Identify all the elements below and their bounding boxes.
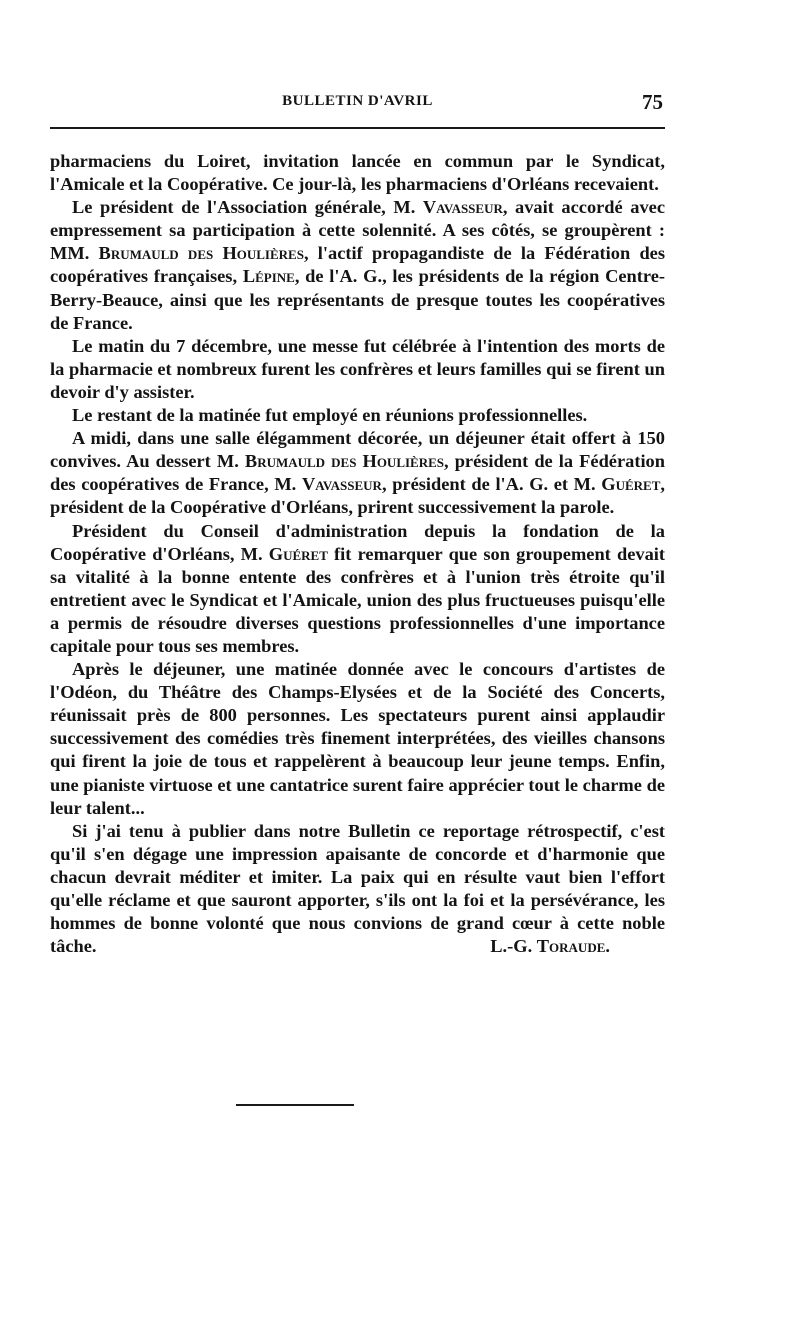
signature-name: Toraude [536,936,606,957]
person-name: Guéret [601,474,661,495]
signature-initials: L.-G. [490,936,537,957]
page-header [50,90,665,115]
paragraph-2 [50,196,665,335]
paragraph-text: Après le déjeuner, une matinée donnée avec le concours d'artistes de l'Odéon, du Théâtre des Champs-Elysées et de la Société des Concerts, réunissait près de 800 personnes. Les spectateurs purent ainsi applaudir successivement des comédies très finement interprétées, des vieilles chansons qui firent la joie de tous et rappelèrent à beaucoup leur jeune temps. Enfin, une pianiste virtuose et une cantatrice surent faire apprécier tout le charme de leur talent... [50,659,665,818]
paragraph-text: , président de la Fédération des coopératives de France, M. [50,451,665,495]
paragraph-text: , avait accordé avec empressement sa participation à cette solennité. A ses côtés, se groupèrent : MM. [50,197,665,264]
header-rule [50,127,665,129]
paragraph-text: , de l'A. G., les présidents de la région Centre-Berry-Beauce, ainsi que les représentants de presque toutes les coopératives de France. [50,266,665,333]
paragraph-1 [50,150,665,196]
paragraph-text: Le matin du 7 décembre, une messe fut célébrée à l'intention des morts de la pharmacie et nombreux furent les confrères et leurs familles qui se firent un devoir d'y assister. [50,335,665,402]
paragraph-6 [50,520,665,659]
end-rule [236,1104,354,1106]
page-number: 75 [642,90,663,114]
paragraph-text: pharmaciens du Loiret, invitation lancée en commun par le Syndicat, l'Amicale et la Coopérative. Ce jour-là, les pharmaciens d'Orléans recevaient. [50,151,665,195]
paragraph-5 [50,427,665,519]
paragraph-text: Président du Conseil d'administration depuis la fondation de la Coopérative d'Orléans, M. [50,520,665,564]
paragraph-text: Si j'ai tenu à publier dans notre Bulletin ce reportage rétrospectif, c'est qu'il s'en dégage une impression apaisante de concorde et d'harmonie que chacun devrait méditer et imiter. La paix qui en résulte vaut bien l'effort qu'elle réclame et que sauront apporter, s'ils ont la foi et la persévérance, les hommes de bonne volonté que nous convions de grand cœur à cette noble tâche. [50,820,665,957]
paragraph-text: , l'actif propagandiste de la Fédération des coopératives françaises, [50,243,665,287]
person-name: Vavasseur [301,474,382,495]
paragraph-text: A midi, dans une salle élégamment décorée, un déjeuner était offert à 150 convives. Au dessert M. [50,428,665,472]
paragraph-text: fit remarquer que son groupement devait sa vitalité à la bonne entente des confrères et à l'union très étroite qu'il entretient avec le Syndicat et l'Amicale, union des plus fructueuses puisqu'elle a permis de résoudre diverses questions professionnelles d'une importance capitale pour tous ses membres. [50,543,665,656]
person-name: Vavasseur [422,197,503,218]
paragraph-text: , président de l'A. G. et M. [381,474,602,495]
paragraph-7 [50,658,665,820]
paragraph-text: Le président de l'Association générale, M. [72,197,423,218]
person-name: Guéret [268,543,328,564]
running-title: BULLETIN D'AVRIL [282,93,433,109]
person-name: Brumauld des Houlières [244,451,445,472]
person-name: Lépine [242,266,295,287]
paragraph-text: , président de la Coopérative d'Orléans, prirent successivement la parole. [50,474,665,518]
signature [468,935,665,958]
person-name: Brumauld des Houlières [98,243,304,264]
paragraph-4 [50,404,665,427]
signature-dot: . [605,936,610,957]
paragraph-3 [50,335,665,404]
article-body [50,150,665,958]
paragraph-8 [50,820,665,959]
paragraph-text: Le restant de la matinée fut employé en réunions professionnelles. [72,405,588,426]
